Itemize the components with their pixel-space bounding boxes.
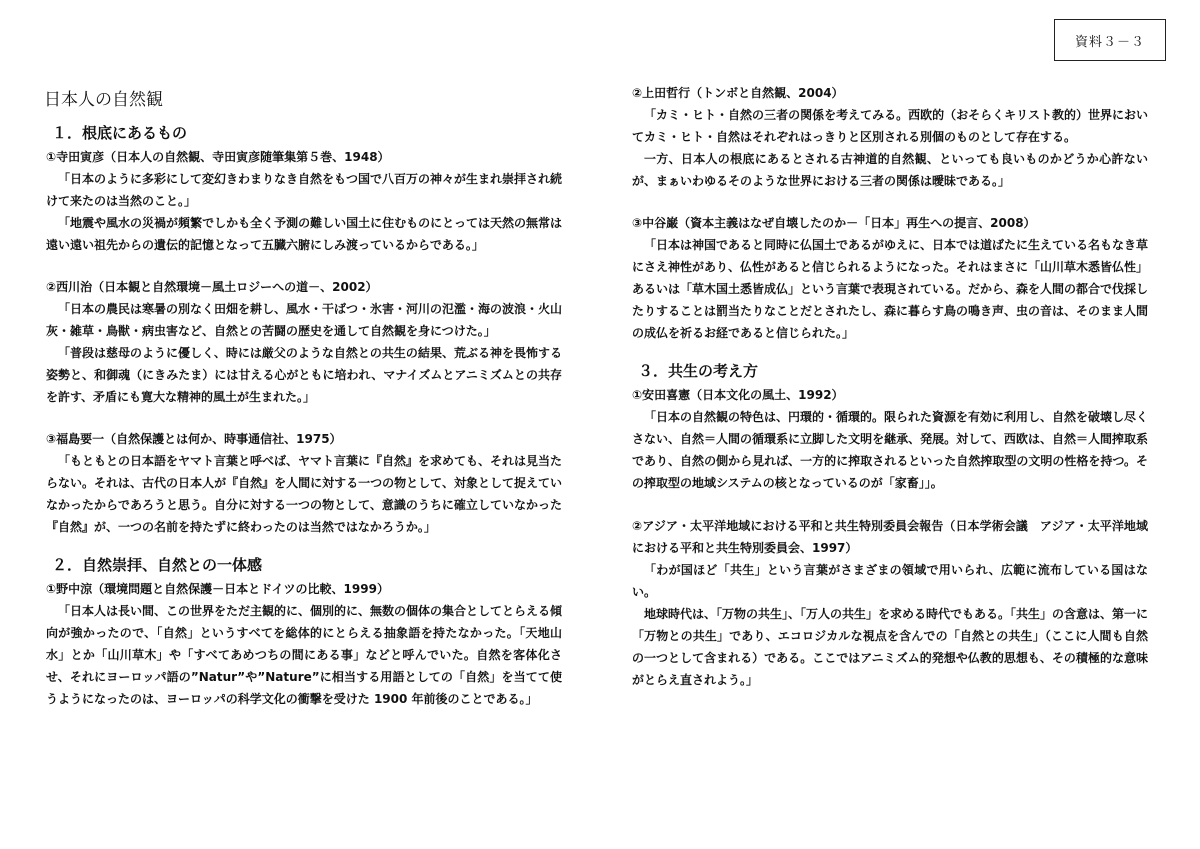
- citation-title: ②上田哲行（トンボと自然観、2004）: [632, 86, 844, 100]
- section-heading-3: ３．共生の考え方: [638, 362, 759, 380]
- quote-paragraph: 「日本のように多彩にして変幻きわまりなき自然をもつ国で八百万の神々が生まれ崇拝され続けて来たのは当然のこと。」: [46, 172, 563, 208]
- citation-title: ③中谷巌（資本主義はなぜ自壊したのか－「日本」再生への提言、2008）: [632, 216, 1036, 230]
- quote-paragraph: 「日本は神国であると同時に仏国土であるがゆえに、日本では道ばたに生えている名もなき草にさえ神性があり、仏性があると信じられるようになった。それはまさに「山川草木悉皆仏性」あるいは「草木国土悉皆成仏」という言葉で表現されている。だから、森を人間の都合で伐採したりすることは罰当たりなことだとされたし、森に暮らす鳥の鳴き声、虫の音は、そのまま人間の成仏を祈るお経であると信じられた。」: [632, 238, 1149, 340]
- quote-paragraph: 「日本の自然観の特色は、円環的・循環的。限られた資源を有効に利用し、自然を破壊し尽くさない、自然＝人間の循環系に立脚した文明を継承、発展。対して、西欧は、自然＝人間搾取系であり、自然の側から見れば、一方的に搾取されるといった自然搾取型の文明の性格を持つ。その搾取型の地域システムの核となっているのが「家畜」」。: [632, 410, 1149, 490]
- citation-title: ①野中涼（環境問題と自然保護－日本とドイツの比較、1999）: [46, 582, 389, 596]
- citation-nonaka: [46, 579, 562, 710]
- quote-paragraph: 「普段は慈母のように優しく、時には厳父のような自然との共生の結果、荒ぶる神を畏怖する姿勢と、和御魂（にきみたま）には甘える心がともに培われ、マナイズムとアニミズムとの共存を許す、矛盾にも寛大な精神的風土が生まれた。」: [46, 346, 562, 404]
- quote-paragraph: 「日本の農民は寒暑の別なく田畑を耕し、風水・干ばつ・氷害・河川の氾濫・海の波浪・火山灰・雑草・鳥獣・病虫害など、自然との苦闘の歴史を通して自然観を身につけた。」: [46, 302, 563, 338]
- quote-paragraph: 「わが国ほど「共生」という言葉がさまざまの領域で用いられ、広範に流布している国はない。: [632, 563, 1148, 599]
- section-heading-1: １．根底にあるもの: [52, 124, 188, 142]
- citation-title: ①安田喜憲（日本文化の風土、1992）: [632, 388, 844, 402]
- citation-nishikawa: [46, 277, 562, 408]
- quote-paragraph: 「地震や風水の災禍が頻繁でしかも全く予測の難しい国土に住むものにとっては天然の無常は遠い遠い祖先からの遺伝的記憶となって五臓六腑にしみ渡っているからである。」: [46, 216, 562, 252]
- document-label-box: [1054, 19, 1166, 61]
- section-heading-2: ２．自然崇拝、自然との一体感: [52, 556, 263, 574]
- citation-fukushima: [46, 429, 562, 538]
- quote-paragraph: 地球時代は、「万物の共生」、「万人の共生」を求める時代でもある。「共生」の含意は、第一に「万物との共生」であり、エコロジカルな視点を含んでの「自然との共生」（ここに人間も自然の一つとして含まれる）である。ここではアニミズム的発想や仏教的思想も、その積極的な意味がとらえ直されよう。」: [632, 607, 1149, 687]
- quote-paragraph: 「日本人は長い間、この世界をただ主観的に、個別的に、無数の個体の集合としてとらえる傾向が強かったので、「自然」というすべてを総体的にとらえる抽象語を持たなかった。「天地山水」とか「山川草木」や「すべてあめつちの間にある事」などと呼んでいた。自然を客体化させ、それにヨーロッパ語の”Natur”や”Nature”に相当する用語としての「自然」を当てて使うようになったのは、ヨーロッパの科学文化の衝撃を受けた 1900 年前後のことである。」: [46, 604, 563, 706]
- quote-paragraph: 一方、日本人の根底にあるとされる古神道的自然観、といっても良いものかどうか心許ないが、まぁいわゆるそのような世界における三者の関係は曖昧である。」: [632, 152, 1148, 188]
- citation-yasuda: [632, 385, 1148, 494]
- citation-nakatani: [632, 213, 1148, 344]
- document-title: 日本人の自然観: [44, 90, 163, 110]
- citation-ueda: [632, 83, 1148, 192]
- citation-terada: [46, 147, 562, 256]
- quote-paragraph: 「カミ・ヒト・自然の三者の関係を考えてみる。西欧的（おそらくキリスト教的）世界においてカミ・ヒト・自然はそれぞれはっきりと区別される別個のものとして存在する。: [632, 108, 1148, 144]
- citation-title: ②アジア・太平洋地域における平和と共生特別委員会報告（日本学術会議 アジア・太平洋地域における平和と共生特別委員会、1997）: [632, 519, 1148, 555]
- left-column: [46, 122, 562, 710]
- document-label: 資料３－３: [1074, 34, 1145, 50]
- citation-title: ②西川治（日本観と自然環境－風土ロジーへの道－、2002）: [46, 280, 378, 294]
- right-column: [632, 83, 1148, 691]
- citation-science-council: [632, 515, 1148, 691]
- citation-title: ①寺田寅彦（日本人の自然観、寺田寅彦随筆集第５巻、1948）: [46, 150, 390, 164]
- citation-title: ③福島要一（自然保護とは何か、時事通信社、1975）: [46, 432, 342, 446]
- quote-paragraph: 「もともとの日本語をヤマト言葉と呼べば、ヤマト言葉に『自然』を求めても、それは見当たらない。それは、古代の日本人が『自然』を人間に対する一つの物として、対象として捉えていなかったからであろうと思う。自分に対する一つの物として、意識のうちに確立していなかった『自然』が、一つの名前を持たずに終わったのは当然ではなかろうか。」: [46, 454, 563, 534]
